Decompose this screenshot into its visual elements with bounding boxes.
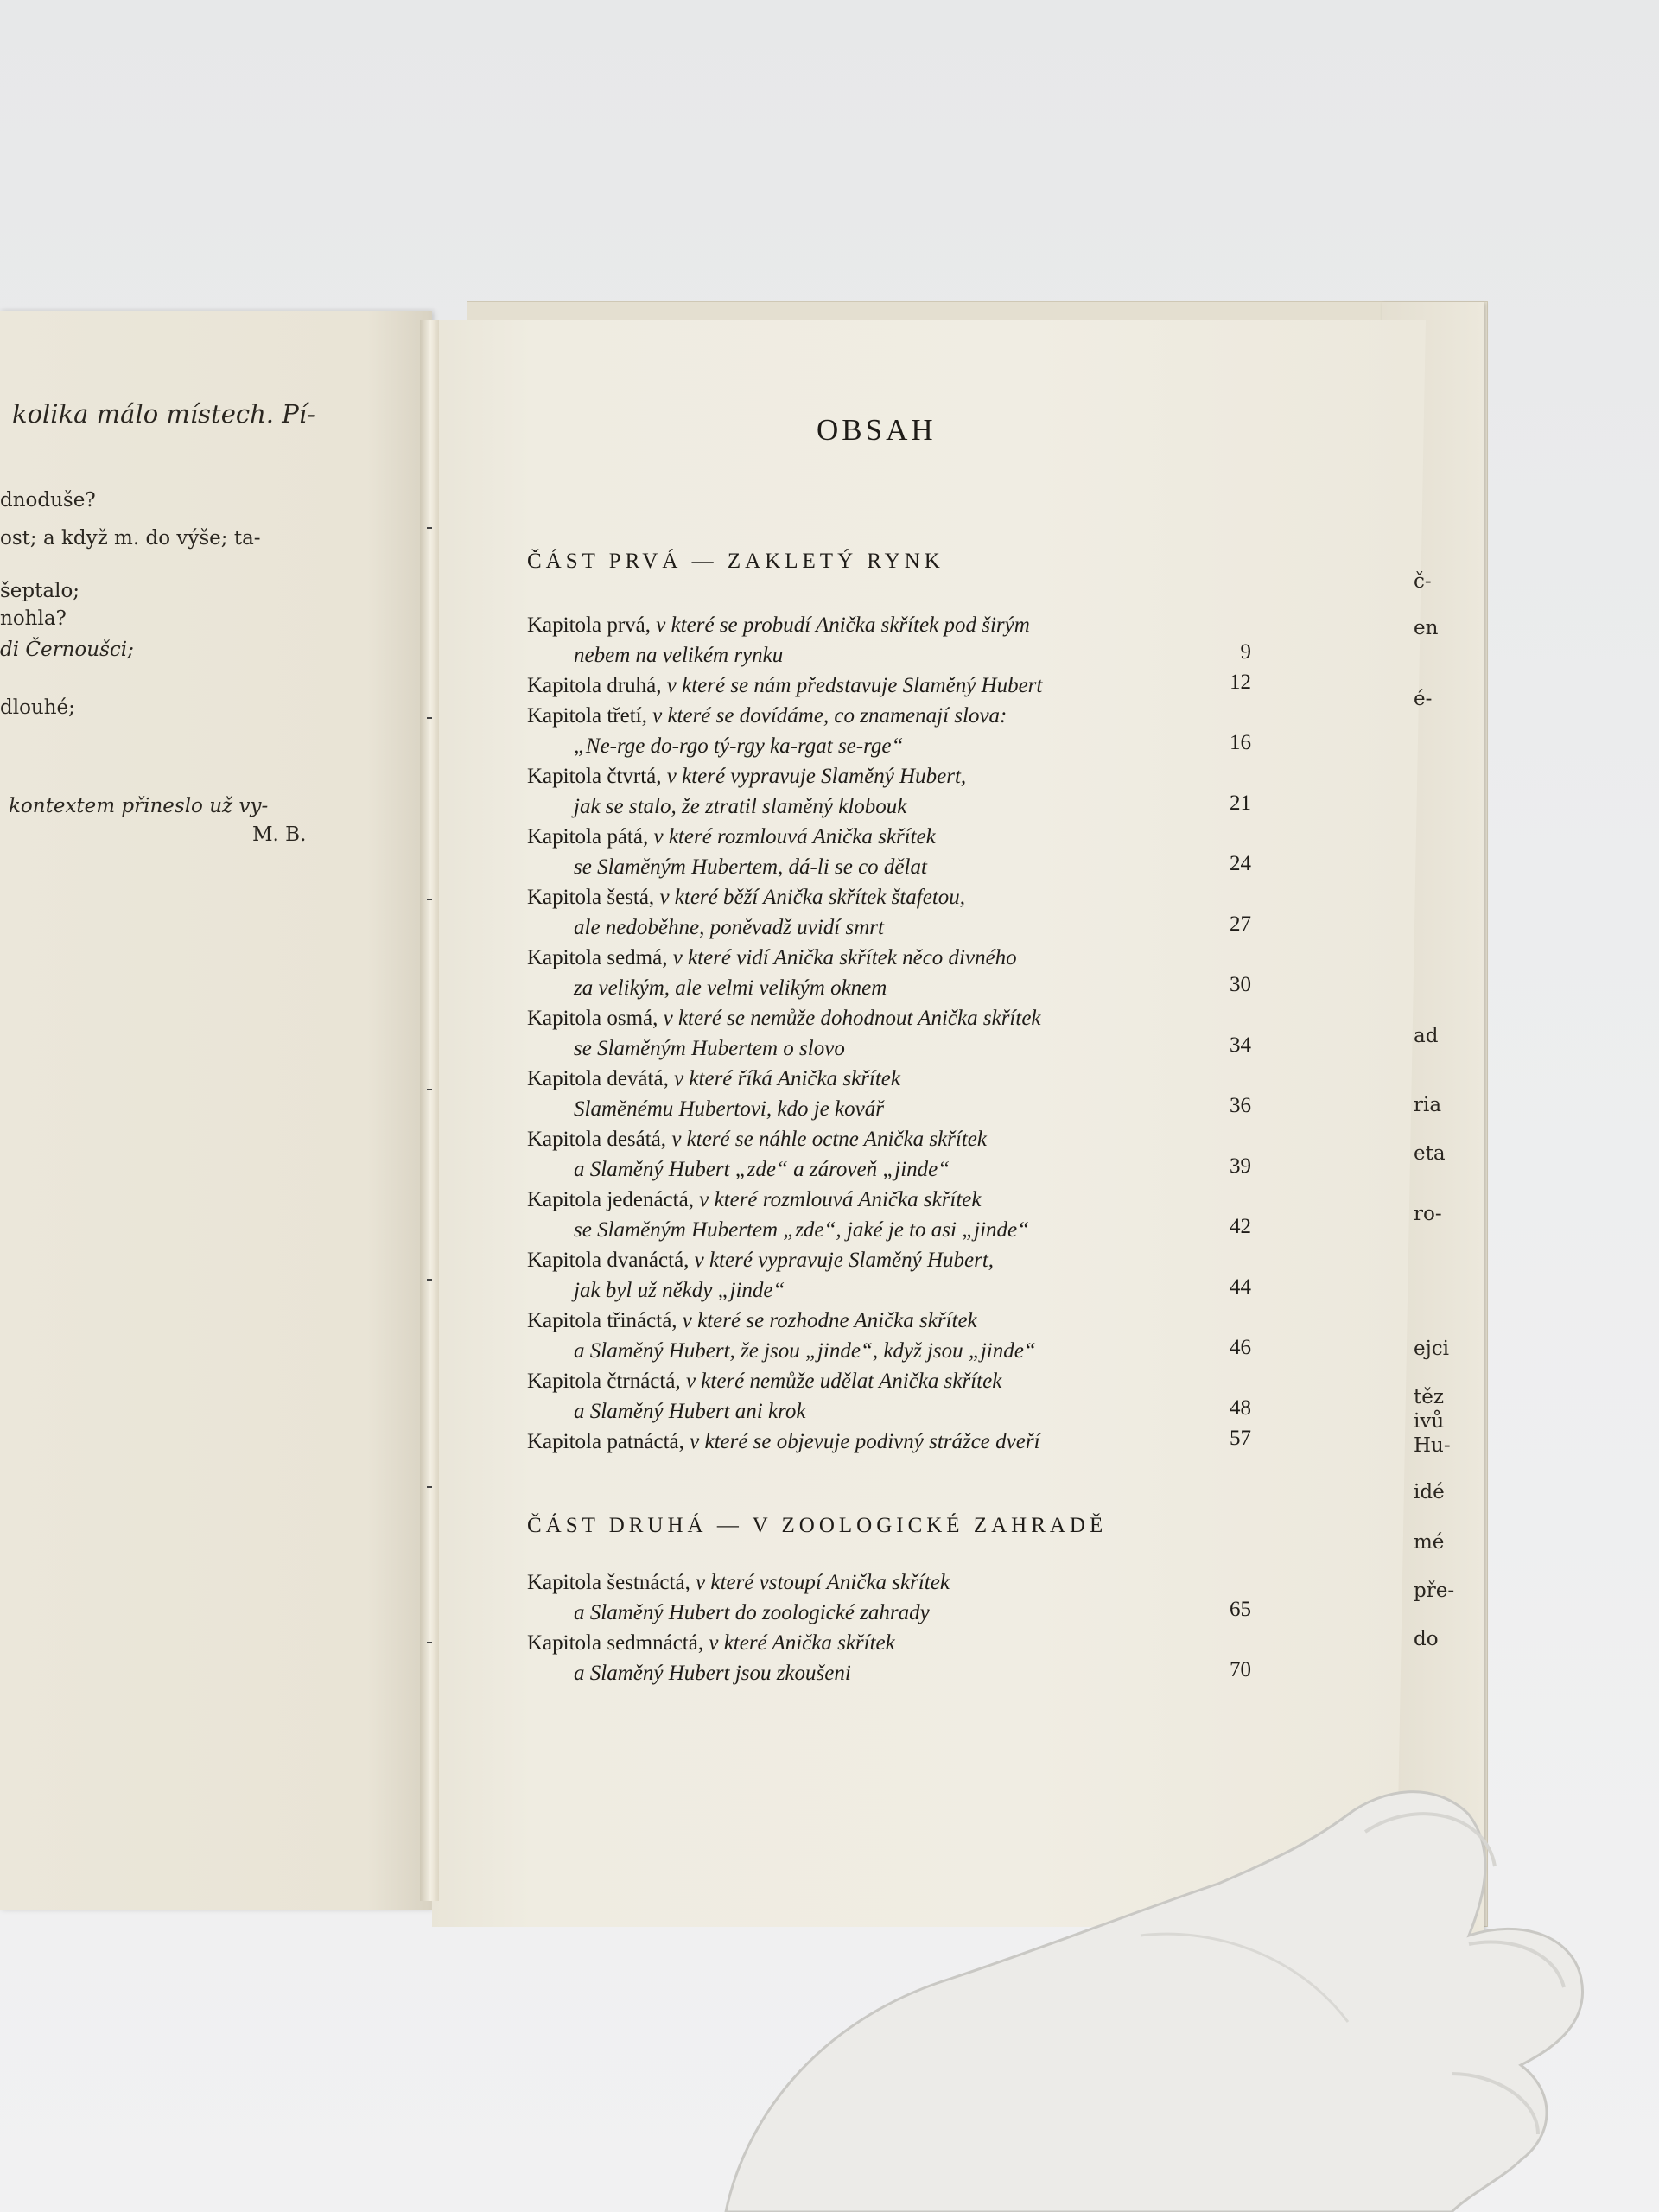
next-page-fragment: eta (1414, 1142, 1446, 1165)
toc-entry (527, 701, 1253, 761)
chapter-description: v které nemůže udělat Anička skřítek (680, 1370, 1002, 1393)
toc-part-title: ČÁST PRVÁ — ZAKLETÝ RYNK (527, 550, 944, 573)
page-number: 70 (1230, 1658, 1251, 1681)
page-number: 42 (1230, 1215, 1251, 1238)
binding-stitch (427, 1279, 432, 1281)
toc-entry-heading (527, 1064, 1253, 1094)
binding-stitch (427, 717, 432, 719)
toc-entry-heading (527, 1306, 1253, 1336)
chapter-label: Kapitola čtrnáctá, (527, 1370, 681, 1393)
page-number: 30 (1230, 973, 1251, 996)
binding-stitch (427, 1486, 432, 1488)
next-page-fragment: é- (1414, 688, 1433, 710)
toc-entry (527, 610, 1253, 671)
book-spine (420, 320, 439, 1901)
page-number: 57 (1230, 1427, 1251, 1450)
binding-stitch (427, 1089, 432, 1090)
chapter-description: v které rozmlouvá Anička skřítek (693, 1188, 982, 1211)
chapter-label: Kapitola jedenáctá, (527, 1188, 694, 1211)
left-page-signature: M. B. (252, 823, 307, 846)
chapter-label: Kapitola třetí, (527, 704, 647, 728)
toc-entry-heading (527, 822, 1253, 852)
chapter-description: v které se objevuje podivný strážce dveří (683, 1430, 1040, 1453)
toc-title: OBSAH (817, 413, 937, 447)
chapter-description-continued: se Slaměným Hubertem, dá-li se co dělat (574, 855, 927, 879)
chapter-description-continued: a Slaměný Hubert jsou zkoušeni (574, 1662, 851, 1685)
toc-entry-heading (527, 1366, 1253, 1396)
toc-entry-heading (527, 1245, 1253, 1275)
toc-entry (527, 1185, 1253, 1245)
toc-entry-heading (527, 1185, 1253, 1215)
next-page-fragment: těz (1414, 1386, 1444, 1408)
toc-entry (527, 1567, 1253, 1628)
chapter-description: v které se náhle octne Anička skřítek (666, 1128, 987, 1151)
next-page-fragment: Hu- (1414, 1434, 1451, 1457)
chapter-label: Kapitola sedmá, (527, 946, 668, 969)
chapter-description-continued: nebem na velikém rynku (574, 644, 784, 667)
left-page-line: kolika málo místech. Pí- (12, 399, 315, 429)
page-number: 34 (1230, 1033, 1251, 1057)
chapter-description: v které se rozhodne Anička skřítek (677, 1309, 977, 1332)
page-number: 12 (1230, 671, 1251, 694)
toc-entry-heading (527, 701, 1253, 731)
toc-entry (527, 1003, 1253, 1064)
next-page-fragment: pře- (1414, 1580, 1455, 1602)
next-page-fragment: ejci (1414, 1338, 1449, 1360)
chapter-label: Kapitola pátá, (527, 825, 649, 849)
left-page-line: dnoduše? (0, 489, 96, 512)
next-page-fragment: mé (1414, 1531, 1445, 1554)
chapter-description-continued: za velikým, ale velmi velikým oknem (574, 976, 887, 1000)
chapter-description-continued: se Slaměným Hubertem o slovo (574, 1037, 845, 1060)
toc-entry (527, 671, 1253, 701)
page-number: 39 (1230, 1154, 1251, 1178)
toc-entry-heading (527, 761, 1253, 791)
chapter-label: Kapitola prvá, (527, 613, 652, 637)
toc-entry (527, 761, 1253, 822)
chapter-label: Kapitola čtvrtá, (527, 765, 662, 788)
toc-entry (527, 1064, 1253, 1124)
chapter-label: Kapitola šestnáctá, (527, 1571, 690, 1594)
toc-part-title: ČÁST DRUHÁ — V ZOOLOGICKÉ ZAHRADĚ (527, 1514, 1108, 1537)
binding-stitch (427, 899, 432, 900)
chapter-label: Kapitola dvanáctá, (527, 1249, 690, 1272)
toc-entry (527, 882, 1253, 943)
toc-entry-heading (527, 1003, 1253, 1033)
toc-entry (527, 943, 1253, 1003)
page-number: 9 (1240, 640, 1251, 664)
page-number: 16 (1230, 731, 1251, 754)
chapter-label: Kapitola druhá, (527, 674, 662, 697)
toc-entry (527, 1366, 1253, 1427)
chapter-label: Kapitola sedmnáctá, (527, 1631, 704, 1655)
chapter-description-continued: Slaměnému Hubertovi, kdo je kovář (574, 1097, 884, 1121)
chapter-description: v které se dovídáme, co znamenají slova: (646, 704, 1007, 728)
binding-stitch (427, 527, 432, 529)
toc-entry-heading (527, 1567, 1253, 1598)
toc-entry (527, 822, 1253, 882)
chapter-description-continued: jak se stalo, že ztratil slaměný klobouk (574, 795, 907, 818)
chapter-label: Kapitola třináctá, (527, 1309, 677, 1332)
toc-entry-heading (527, 671, 1253, 701)
chapter-description: v které se nám představuje Slaměný Hubert (661, 674, 1043, 697)
chapter-description: v které Anička skřítek (703, 1631, 895, 1655)
left-page-line: di Černoušci; (0, 639, 134, 661)
left-page-line: dlouhé; (0, 696, 75, 719)
chapter-description: v které vstoupí Anička skřítek (690, 1571, 950, 1594)
chapter-description-continued: „Ne-rge do-rgo tý-rgy ka-rgat se-rge“ (574, 734, 904, 758)
next-page-fragment: ivů (1414, 1410, 1445, 1433)
page-number: 65 (1230, 1598, 1251, 1621)
chapter-description: v které vidí Anička skřítek něco divného (667, 946, 1017, 969)
chapter-description-continued: se Slaměným Hubertem „zde“, jaké je to asi „jinde“ (574, 1218, 1030, 1242)
chapter-description: v které vypravuje Slaměný Hubert, (689, 1249, 995, 1272)
page-number: 36 (1230, 1094, 1251, 1117)
chapter-description-continued: jak byl už někdy „jinde“ (574, 1279, 785, 1302)
white-glove-hand (691, 1763, 1659, 2212)
next-page-fragment: idé (1414, 1481, 1445, 1503)
toc-entry-heading (527, 943, 1253, 973)
chapter-description-continued: a Slaměný Hubert ani krok (574, 1400, 806, 1423)
left-page-line: nohla? (0, 607, 67, 630)
next-page-fragment: ad (1414, 1025, 1439, 1047)
chapter-label: Kapitola šestá, (527, 886, 655, 909)
toc-entry-heading (527, 610, 1253, 640)
toc-entry (527, 1124, 1253, 1185)
left-page-line: ost; a když m. do výše; ta- (0, 527, 261, 550)
chapter-description: v které se probudí Anička skřítek pod širým (651, 613, 1030, 637)
toc-entry (527, 1245, 1253, 1306)
next-page-fragment: ro- (1414, 1203, 1442, 1225)
chapter-description-continued: ale nedoběhne, poněvadž uvidí smrt (574, 916, 884, 939)
chapter-description: v které rozmlouvá Anička skřítek (648, 825, 936, 849)
chapter-description-continued: a Slaměný Hubert „zde“ a zároveň „jinde“ (574, 1158, 950, 1181)
chapter-label: Kapitola osmá, (527, 1007, 658, 1030)
toc-entry (527, 1306, 1253, 1366)
page-number: 21 (1230, 791, 1251, 815)
binding-stitch (427, 1642, 432, 1643)
page-number: 48 (1230, 1396, 1251, 1420)
chapter-label: Kapitola desátá, (527, 1128, 667, 1151)
toc-entry-heading (527, 1427, 1253, 1457)
next-page-fragment: ria (1414, 1094, 1442, 1116)
page-number: 46 (1230, 1336, 1251, 1359)
chapter-description: v které se nemůže dohodnout Anička skřítek (658, 1007, 1041, 1030)
chapter-description-continued: a Slaměný Hubert do zoologické zahrady (574, 1601, 930, 1624)
toc-entry (527, 1427, 1253, 1457)
next-page-fragment: en (1414, 617, 1439, 639)
toc-entry (527, 1628, 1253, 1688)
chapter-label: Kapitola patnáctá, (527, 1430, 684, 1453)
chapter-label: Kapitola devátá, (527, 1067, 669, 1090)
page-number: 27 (1230, 912, 1251, 936)
left-page-line: kontextem přineslo už vy- (9, 795, 269, 817)
chapter-description: v které říká Anička skřítek (668, 1067, 901, 1090)
next-page-fragment: do (1414, 1628, 1439, 1650)
chapter-description-continued: a Slaměný Hubert, že jsou „jinde“, když jsou „jinde“ (574, 1339, 1036, 1363)
toc-entry-heading (527, 1124, 1253, 1154)
toc-entry-heading (527, 882, 1253, 912)
next-page-fragment: č- (1414, 570, 1432, 593)
page-number: 24 (1230, 852, 1251, 875)
toc-entry-heading (527, 1628, 1253, 1658)
page-number: 44 (1230, 1275, 1251, 1299)
chapter-description: v které vypravuje Slaměný Hubert, (661, 765, 967, 788)
chapter-description: v které běží Anička skřítek štafetou, (654, 886, 966, 909)
left-page-line: šeptalo; (0, 580, 80, 602)
